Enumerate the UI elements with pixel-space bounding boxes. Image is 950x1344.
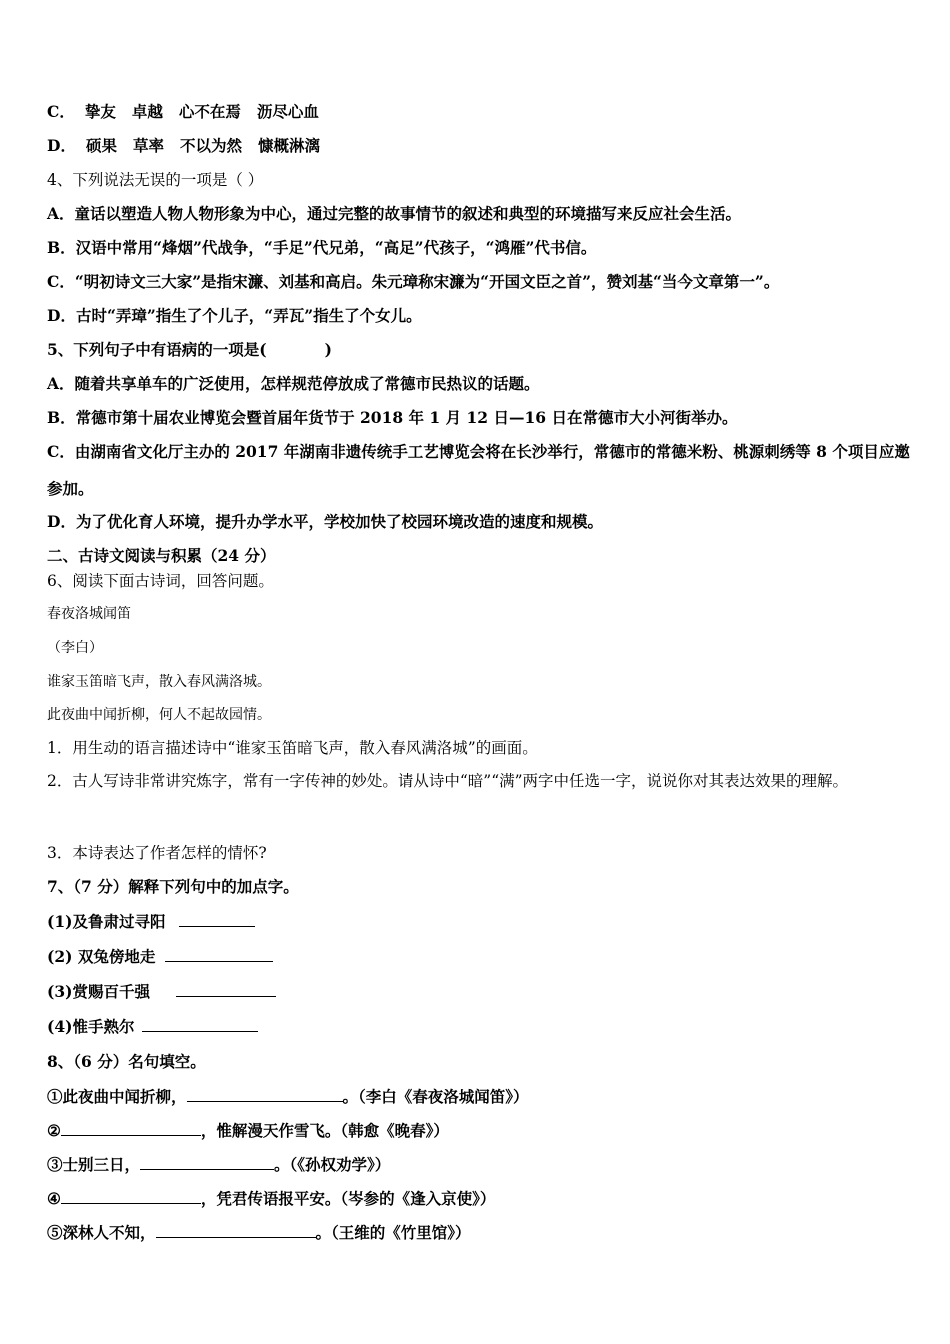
q8-item-1-post: 。（李白《春夜洛城闻笛》） (342, 1087, 529, 1106)
q8-item-1-pre: ①此夜曲中闻折柳， (47, 1087, 187, 1106)
q7-item-4-blank[interactable] (142, 1016, 258, 1032)
q5-option-d: D．为了优化育人环境，提升办学水平，学校加快了校园环境改造的速度和规模。 (47, 512, 603, 531)
q7-item-1-blank[interactable] (179, 911, 255, 927)
q7-item-4-text: (4)惟手熟尔 (47, 1017, 135, 1036)
poem-author: （李白） (47, 640, 103, 656)
q8-stem: 8、（6 分）名句填空。 (47, 1052, 206, 1071)
poem-line-1: 谁家玉笛暗飞声，散入春风满洛城。 (47, 674, 271, 690)
q8-item-2-post: ，惟解漫天作雪飞。（韩愈《晚春》） (200, 1121, 449, 1140)
q8-item-4-blank[interactable] (61, 1188, 201, 1204)
q3-option-c-word-2: 卓越 (131, 102, 163, 121)
q6-stem: 6、阅读下面古诗词，回答问题。 (47, 572, 274, 590)
q6-sub-question-2: 2．古人写诗非常讲究炼字，常有一字传神的妙处。请从诗中“暗”“满”两字中任选一字，说说你对其表达效果的理解。 (47, 772, 849, 790)
q4-option-b: B．汉语中常用“烽烟”代战争，“手足”代兄弟，“高足”代孩子，“鸿雁”代书信。 (47, 238, 597, 257)
q7-item-2-text: (2) 双兔傍地走 (47, 947, 156, 966)
q3-option-d-word-2: 草率 (132, 136, 164, 155)
q7-item-1-text: (1)及鲁肃过寻阳 (47, 912, 166, 931)
q6-sub-question-1: 1．用生动的语言描述诗中“谁家玉笛暗飞声，散入春风满洛城”的画面。 (47, 739, 538, 757)
q8-item-2-pre: ② (47, 1121, 61, 1140)
q5-option-b: B．常德市第十届农业博览会暨首届年货节于 2018 年 1 月 12 日—16 日在常德市大小河街举办。 (47, 408, 738, 427)
q7-item-3 (47, 981, 910, 1002)
q5-option-c: C．由湖南省文化厅主办的 2017 年湖南非遗传统手工艺博览会将在长沙举行，常德市的常德米粉、桃源刺绣等 8 个项目应邀参加。 (47, 442, 910, 498)
q8-item-4-post: ，凭君传语报平安。（岑参的《逢入京使》） (200, 1189, 496, 1208)
q8-item-4 (47, 1188, 910, 1209)
q8-item-3-blank[interactable] (140, 1154, 274, 1170)
q8-item-5-blank[interactable] (156, 1222, 316, 1238)
q8-item-1-blank[interactable] (187, 1086, 343, 1102)
q8-item-5 (47, 1222, 910, 1243)
q6-sub-question-3: 3．本诗表达了作者怎样的情怀? (47, 844, 267, 862)
q3-option-d-word-1: 硕果 (85, 136, 117, 155)
q8-item-3 (47, 1154, 910, 1175)
section-2-title: 二、古诗文阅读与积累（24 分） (47, 546, 276, 565)
poem-line-2: 此夜曲中闻折柳，何人不起故园情。 (47, 707, 271, 723)
q8-item-5-post: 。（王维的《竹里馆》） (315, 1223, 471, 1242)
q5-stem-close: ) (324, 340, 332, 359)
q5-stem (47, 340, 910, 360)
q8-item-2 (47, 1120, 910, 1141)
q4-option-c: C．“明初诗文三大家”是指宋濂、刘基和高启。朱元璋称宋濂为“开国文臣之首”，赞刘基“当今文章第一”。 (47, 272, 780, 291)
q4-option-d: D．古时“弄璋”指生了个儿子，“弄瓦”指生了个女儿。 (47, 306, 422, 325)
q7-item-2 (47, 946, 910, 967)
q7-stem: 7、（7 分）解释下列句中的加点字。 (47, 877, 299, 896)
q3-option-d-letter: D． (47, 136, 76, 155)
q3-option-c-word-1: 挚友 (84, 102, 116, 121)
q8-item-3-pre: ③士别三日， (47, 1155, 141, 1174)
q3-option-d (47, 136, 910, 156)
q7-item-2-blank[interactable] (165, 946, 273, 962)
q7-item-1 (47, 911, 910, 932)
poem-title: 春夜洛城闻笛 (47, 606, 131, 622)
q4-stem: 4、下列说法无误的一项是（ ） (47, 171, 264, 189)
q7-item-3-text: (3)赏赐百千强 (47, 982, 150, 1001)
q8-item-4-pre: ④ (47, 1189, 61, 1208)
q3-option-c-word-3: 心不在焉 (178, 102, 241, 121)
q3-option-d-word-3: 不以为然 (179, 136, 242, 155)
q7-item-4 (47, 1016, 910, 1037)
q5-option-a: A．随着共享单车的广泛使用，怎样规范停放成了常德市民热议的话题。 (47, 374, 540, 393)
q4-option-a: A．童话以塑造人物人物形象为中心，通过完整的故事情节的叙述和典型的环境描写来反应社会生活。 (47, 204, 742, 223)
q8-item-3-post: 。（《孙权劝学》） (274, 1155, 391, 1174)
q8-item-5-pre: ⑤深林人不知， (47, 1223, 156, 1242)
q8-item-1 (47, 1086, 910, 1107)
q3-option-c (47, 102, 910, 122)
q5-stem-text: 5、下列句子中有语病的一项是( (47, 340, 267, 359)
q3-option-c-letter: C． (47, 102, 75, 121)
q7-item-3-blank[interactable] (176, 981, 276, 997)
q3-option-c-word-4: 沥尽心血 (256, 102, 319, 121)
q8-item-2-blank[interactable] (61, 1120, 201, 1136)
q3-option-d-word-4: 慷概淋漓 (258, 136, 321, 155)
